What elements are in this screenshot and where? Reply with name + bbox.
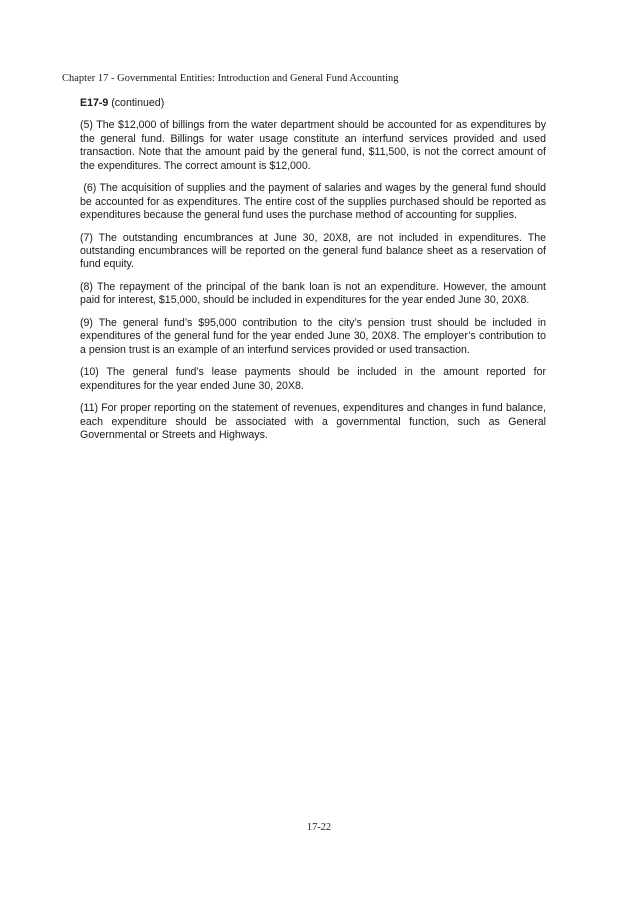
- paragraph-9: (9) The general fund’s $95,000 contribution to the city’s pension trust should be included in expenditures of the general fund for the year ended June 30, 20X8. The employer’s contribution to a pension trust is an example of an interfund services provided or used transaction.: [80, 317, 546, 356]
- paragraph-5: (5) The $12,000 of billings from the water department should be accounted for as expenditures by the general fund. Billings for water usage constitute an interfund services provided and used transaction. Note that the amount paid by the general fund, $11,500, is not the correct amount of the expenditures. The correct amount is $12,000.: [80, 119, 546, 172]
- paragraph-7: (7) The outstanding encumbrances at June 30, 20X8, are not included in expenditures. The outstanding encumbrances will be reported on the general fund balance sheet as a reservation of fund equity.: [80, 231, 546, 271]
- exercise-suffix: (continued): [108, 97, 165, 109]
- exercise-title: [80, 97, 546, 110]
- page-content: [80, 97, 549, 452]
- paragraph-11: (11) For proper reporting on the statement of revenues, expenditures and changes in fund balance, each expenditure should be associated with a governmental function, such as General Governmental or Streets and Highways.: [80, 402, 546, 442]
- paragraph-6: (6) The acquisition of supplies and the payment of salaries and wages by the general fund should be accounted for as expenditures. The entire cost of the supplies purchased should be reported as expenditures because the general fund uses the purchase method of accounting for supplies.: [80, 182, 549, 222]
- paragraph-8: (8) The repayment of the principal of the bank loan is not an expenditure. However, the amount paid for interest, $15,000, should be included in expenditures for the year ended June 30, 20X8.: [80, 281, 546, 307]
- chapter-header: Chapter 17 - Governmental Entities: Introduction and General Fund Accounting: [62, 73, 399, 84]
- exercise-number: E17-9: [80, 97, 109, 109]
- paragraph-10: (10) The general fund’s lease payments should be included in the amount reported for expenditures for the year ended June 30, 20X8.: [80, 366, 546, 392]
- page-number: 17-22: [306, 822, 332, 833]
